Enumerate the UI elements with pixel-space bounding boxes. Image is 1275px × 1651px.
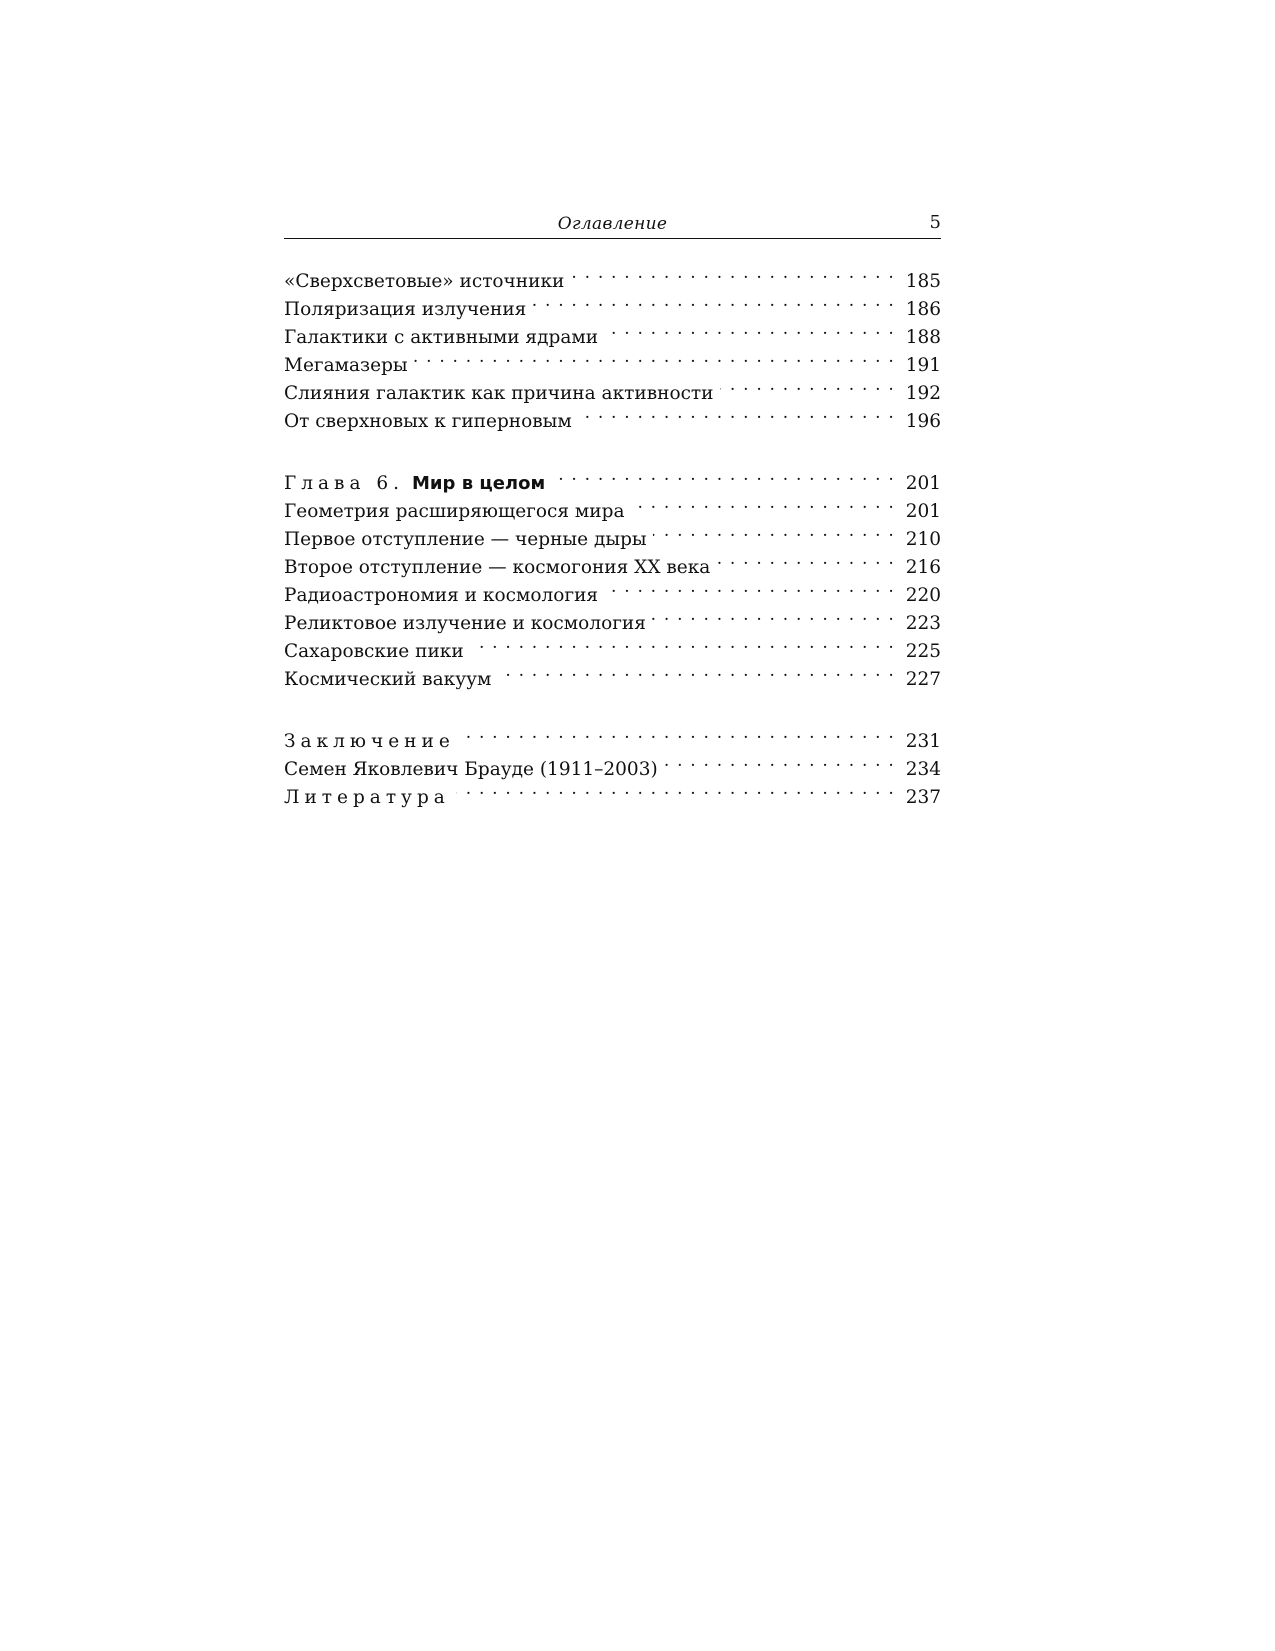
toc-entry-title: «Сверхсветовые» источники	[284, 271, 565, 292]
toc-chapter-entry	[284, 461, 941, 494]
toc-entry-title: Мегамазеры	[284, 355, 408, 376]
toc-entry-page: 231	[905, 731, 941, 752]
toc-entry-page: 210	[905, 529, 941, 550]
dot-leader	[652, 601, 895, 629]
dot-leader	[578, 399, 895, 427]
dot-leader	[470, 629, 895, 657]
toc-entry-page: 234	[905, 759, 941, 780]
dot-leader	[716, 545, 895, 573]
dot-leader	[414, 343, 895, 371]
toc-entry-title: Радиоастрономия и космология	[284, 585, 599, 606]
toc-group	[284, 461, 941, 690]
toc-entry-page: 201	[905, 473, 941, 494]
toc-entry-page: 188	[905, 327, 941, 348]
toc-entry-page: 227	[905, 669, 941, 690]
toc-entry-title: Поляризация излучения	[284, 299, 527, 320]
dot-leader	[497, 657, 895, 685]
toc-entry-title: Геометрия расширяющегося мира	[284, 501, 625, 522]
dot-leader	[570, 259, 895, 287]
chapter-heading	[284, 470, 545, 498]
toc-entry-title: Семен Яковлевич Брауде (1911–2003)	[284, 759, 658, 780]
toc-entry-page: 186	[905, 299, 941, 320]
toc-entry-title: Сахаровские пики	[284, 641, 464, 662]
dot-leader	[720, 371, 895, 399]
toc-entry	[284, 719, 941, 752]
toc-entry-page: 185	[905, 271, 941, 292]
dot-leader	[604, 315, 895, 343]
toc-entry	[284, 259, 941, 292]
toc-entry-page: 223	[905, 613, 941, 634]
toc-group	[284, 719, 941, 808]
toc-entry-page: 225	[905, 641, 941, 662]
toc-group	[284, 259, 941, 432]
toc-entry-title: Литература	[284, 787, 450, 808]
dot-leader	[532, 287, 895, 315]
page-number: 5	[929, 212, 941, 233]
toc-entry-title: Второе отступление — космогония XX века	[284, 557, 711, 578]
toc-entry-title: Реликтовое излучение и космология	[284, 613, 646, 634]
toc-entry-title: Галактики с активными ядрами	[284, 327, 599, 348]
toc-entry-title: Слияния галактик как причина активности	[284, 383, 714, 404]
dot-leader	[456, 775, 895, 803]
chapter-label: Глава 6.	[284, 473, 405, 494]
toc-entry-page: 220	[905, 585, 941, 606]
toc-entry-title: Заключение	[284, 731, 455, 752]
toc-entry-page: 192	[905, 383, 941, 404]
running-header	[284, 210, 941, 239]
toc-entry-page: 191	[905, 355, 941, 376]
toc-entry-page: 237	[905, 787, 941, 808]
toc-entry-title: Космический вакуум	[284, 669, 492, 690]
dot-leader	[551, 461, 895, 489]
dot-leader	[631, 489, 896, 517]
dot-leader	[653, 517, 895, 545]
toc-entry-page: 201	[905, 501, 941, 522]
toc-entry-title: От сверхновых к гиперновым	[284, 411, 572, 432]
toc-entry-page: 216	[905, 557, 941, 578]
dot-leader	[461, 719, 895, 747]
toc-entry-title: Первое отступление — черные дыры	[284, 529, 647, 550]
dot-leader	[664, 747, 895, 775]
chapter-title: Мир в целом	[412, 473, 546, 494]
dot-leader	[604, 573, 895, 601]
toc-entry-page: 196	[905, 411, 941, 432]
page-content	[284, 210, 941, 808]
running-title: Оглавление	[557, 214, 668, 234]
